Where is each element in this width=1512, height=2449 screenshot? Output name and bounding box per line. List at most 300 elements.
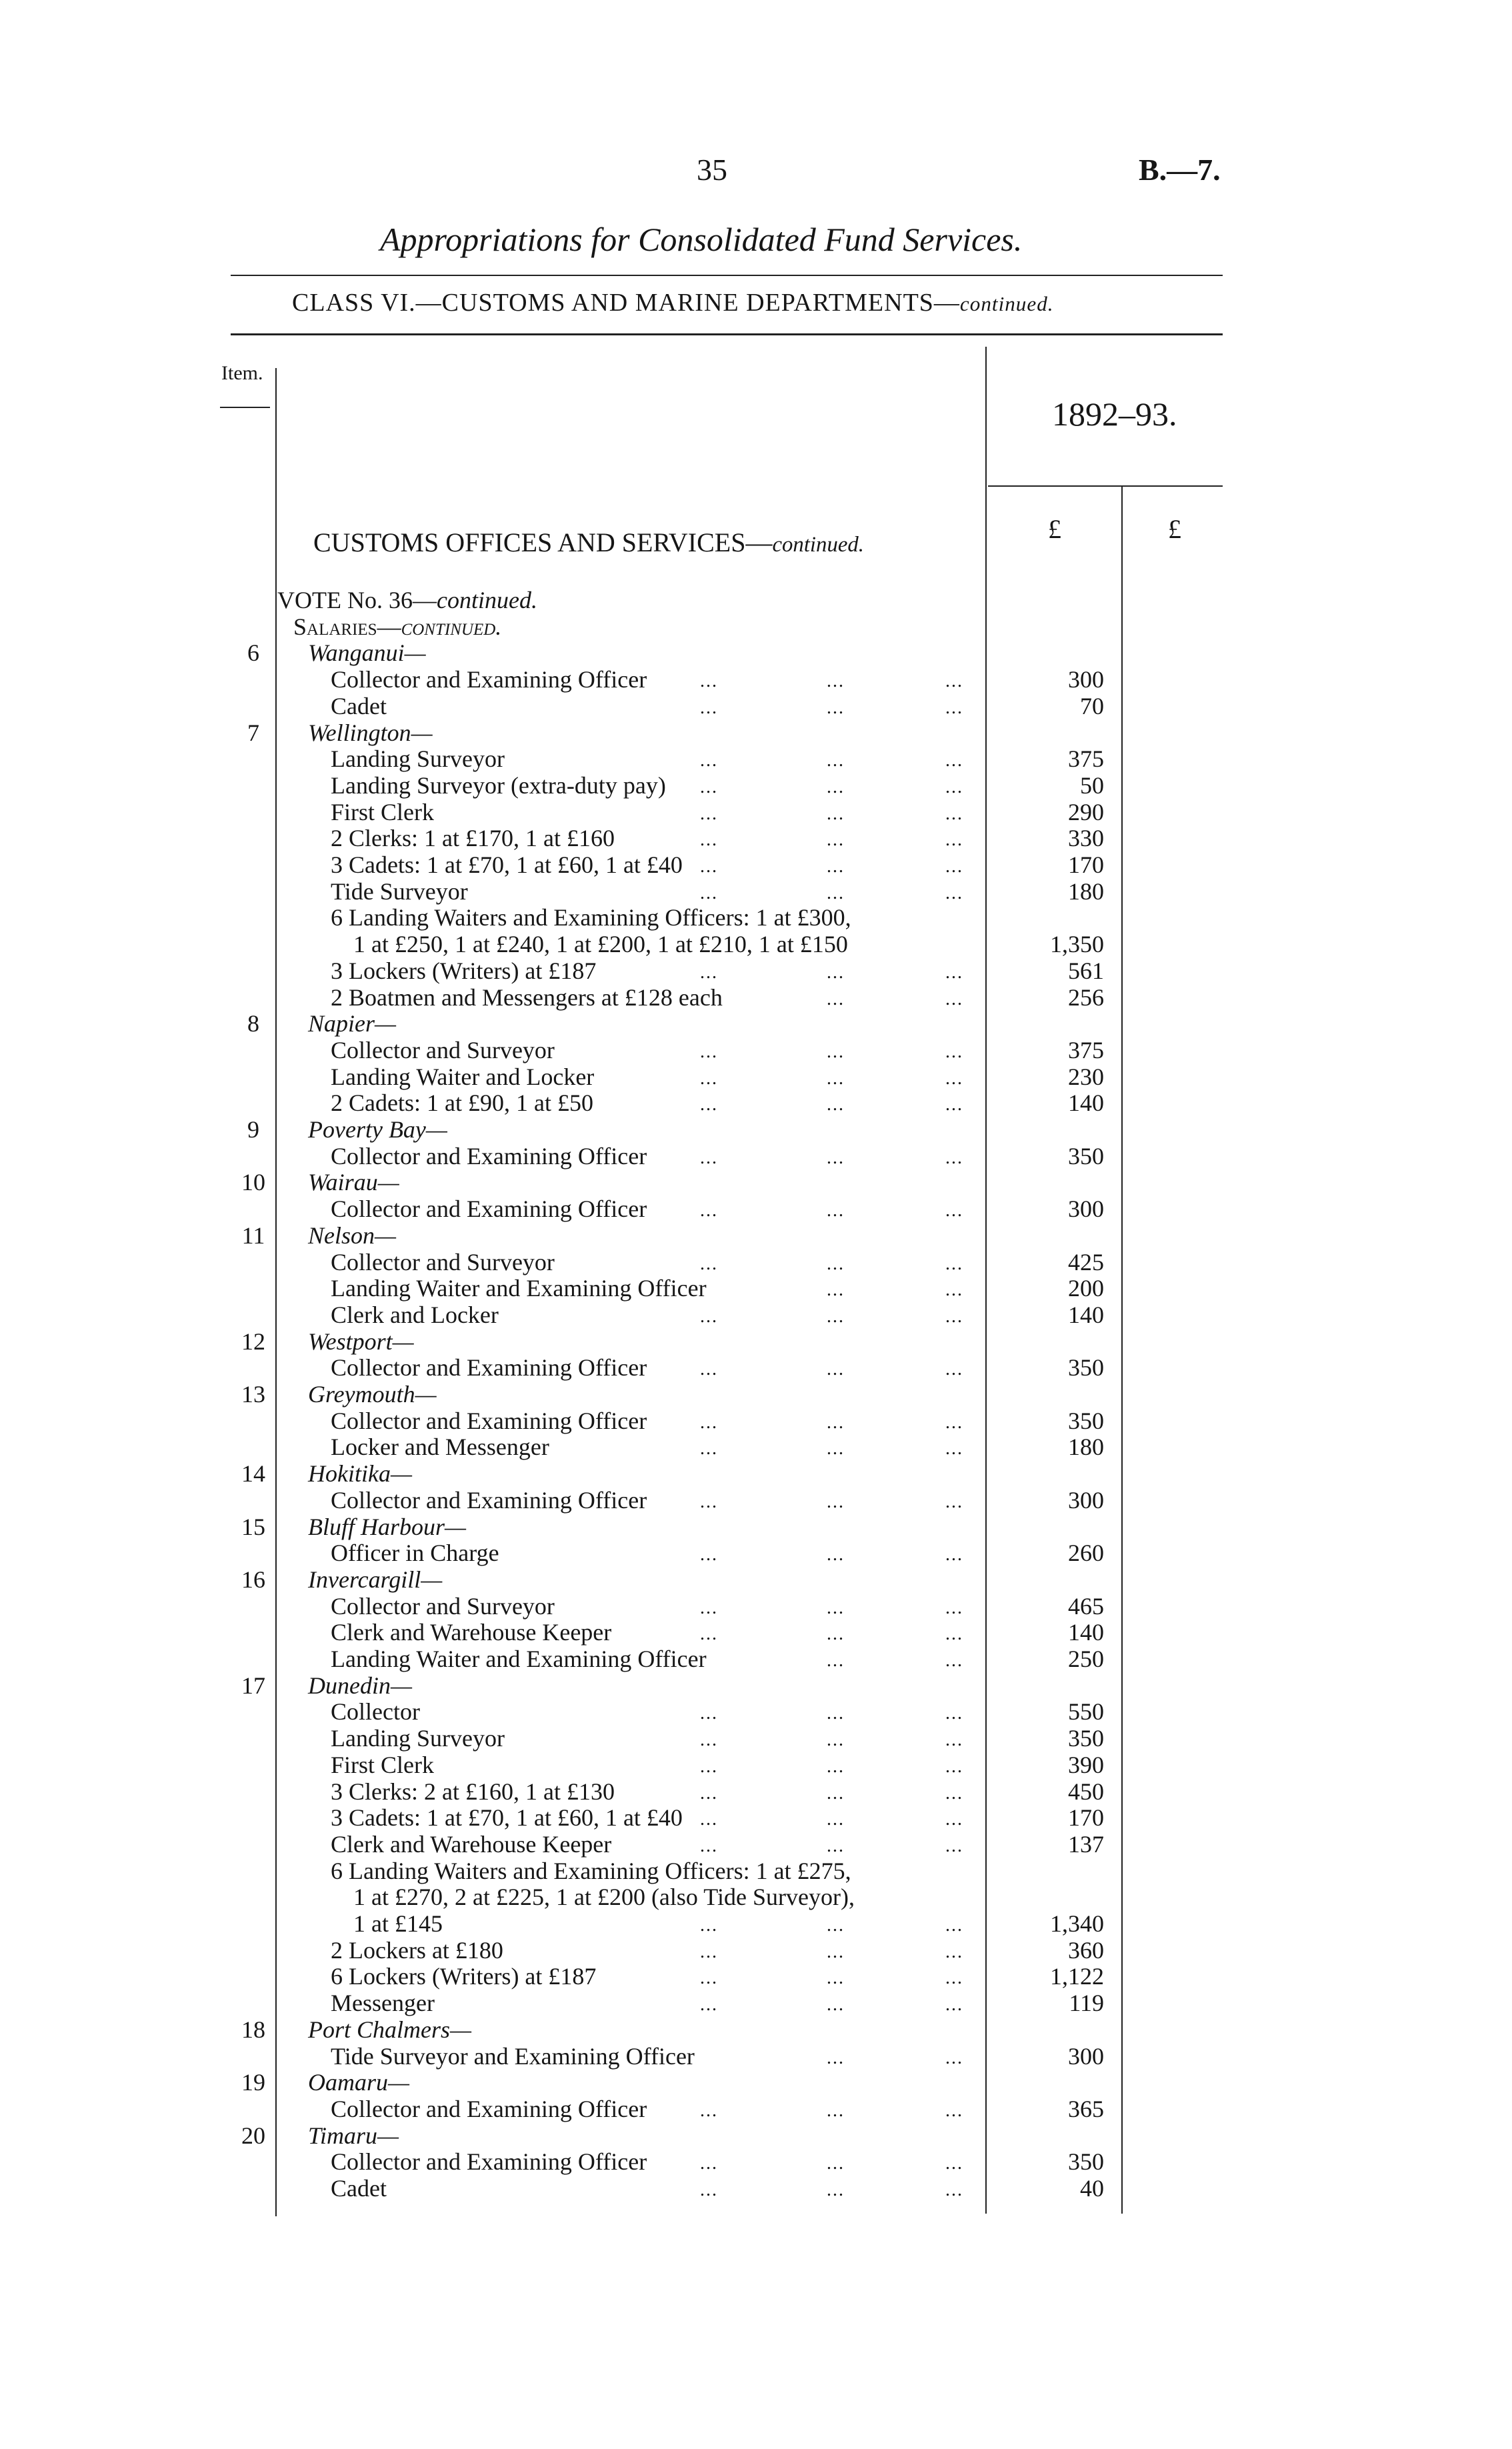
amount-value: 350	[1068, 1142, 1104, 1169]
leader-dots: ...	[945, 750, 963, 771]
leader-dots: ...	[945, 1941, 963, 1962]
amount-value: 300	[1068, 1486, 1104, 1514]
row-description	[331, 1831, 611, 1858]
leader-dots: ...	[700, 671, 718, 692]
leader-dots: ...	[700, 1147, 718, 1168]
leader-dots: ...	[945, 1412, 963, 1433]
row-description	[331, 2175, 387, 2202]
leader-dots: ...	[945, 1835, 963, 1856]
leader-dots: ...	[945, 1306, 963, 1327]
description-text: Westport—	[308, 1328, 414, 1355]
leader-dots: ...	[700, 961, 718, 983]
table-row	[0, 1249, 1512, 1276]
leader-dots: ...	[827, 1359, 845, 1380]
leader-dots: ...	[700, 1067, 718, 1089]
leader-dots: ...	[827, 1438, 845, 1460]
leader-dots: ...	[827, 1703, 845, 1724]
row-description	[331, 1487, 647, 1514]
place-row	[0, 2016, 1512, 2043]
description-text: Officer in Charge	[331, 1540, 499, 1567]
table-row	[0, 1937, 1512, 1964]
row-description	[331, 1354, 647, 1381]
leader-dots: ...	[827, 1253, 845, 1274]
row-description	[331, 878, 468, 905]
place-name	[308, 2069, 409, 2096]
table-row	[0, 2148, 1512, 2175]
leader-dots: ...	[700, 1491, 718, 1512]
leader-dots: ...	[945, 2180, 963, 2200]
row-description	[331, 1858, 851, 1884]
place-name	[308, 1566, 442, 1593]
place-name	[308, 2016, 471, 2043]
description-text: First Clerk	[331, 1751, 435, 1778]
description-text: 1 at £270, 2 at £225, 1 at £200 (also Tide Surveyor),	[353, 1884, 855, 1911]
table-row	[0, 666, 1512, 693]
row-description	[331, 2043, 695, 2070]
leader-dots: ...	[945, 1703, 963, 1724]
amount-value: 140	[1068, 1301, 1104, 1328]
description-text: 6 Lockers (Writers) at £187	[331, 1963, 597, 1990]
place-row	[0, 1566, 1512, 1593]
leader-dots: ...	[827, 1624, 845, 1645]
leader-dots: ...	[945, 1809, 963, 1830]
leader-dots: ...	[945, 1650, 963, 1671]
table-row	[0, 984, 1512, 1011]
row-description	[331, 957, 596, 984]
leader-dots: ...	[827, 1491, 845, 1512]
row-description	[331, 2148, 647, 2175]
row-description	[331, 1037, 555, 1063]
item-number: 8	[247, 1010, 259, 1037]
amount-value: 365	[1068, 2095, 1104, 2122]
place-row	[0, 1672, 1512, 1699]
row-description	[331, 745, 505, 772]
table-row	[0, 1302, 1512, 1328]
table-row	[0, 1698, 1512, 1725]
description-text: Hokitika—	[308, 1460, 412, 1488]
description-text: Collector and Surveyor	[331, 1248, 555, 1276]
class-heading	[292, 288, 1054, 317]
amount-value: 450	[1068, 1778, 1104, 1805]
description-text: Napier—	[308, 1010, 397, 1037]
leader-dots: ...	[827, 1994, 845, 2016]
row-description	[331, 1302, 499, 1328]
leader-dots: ...	[700, 1915, 718, 1936]
description-text: Poverty Bay—	[308, 1116, 447, 1143]
description-text: Collector and Examining Officer	[331, 1195, 647, 1223]
amount-value: 140	[1068, 1619, 1104, 1646]
description-text: 2 Lockers at £180	[331, 1936, 503, 1964]
leader-dots: ...	[945, 882, 963, 903]
place-name	[308, 1514, 466, 1540]
table-row	[0, 693, 1512, 719]
description-text: Landing Surveyor	[331, 1725, 505, 1752]
amount-value: 350	[1068, 1354, 1104, 1382]
amount-value: 1,122	[1050, 1963, 1104, 1990]
leader-dots: ...	[700, 856, 718, 877]
description-text: Locker and Messenger	[331, 1434, 549, 1461]
leader-dots: ...	[700, 1359, 718, 1380]
row-description	[331, 904, 851, 931]
item-number: 11	[241, 1221, 265, 1249]
row-description	[331, 1434, 549, 1460]
place-name	[308, 1381, 437, 1408]
table-row	[0, 587, 1512, 613]
description-text: Collector and Examining Officer	[331, 666, 647, 693]
amount-value: 230	[1068, 1063, 1104, 1090]
leader-dots: ...	[945, 1200, 963, 1221]
amount-value: 350	[1068, 1407, 1104, 1434]
row-description	[331, 851, 683, 878]
place-row	[0, 1514, 1512, 1540]
leader-dots: ...	[700, 697, 718, 718]
leader-dots: ...	[945, 2047, 963, 2068]
place-row	[0, 1381, 1512, 1408]
leader-dots: ...	[827, 961, 845, 983]
place-row	[0, 2122, 1512, 2149]
amount-value: 70	[1080, 692, 1104, 719]
section-heading-main: CUSTOMS OFFICES AND SERVICES—	[313, 527, 773, 557]
row-description	[331, 1143, 647, 1169]
description-text: 3 Cadets: 1 at £70, 1 at £60, 1 at £40	[331, 851, 683, 878]
description-text: Collector and Examining Officer	[331, 1486, 647, 1514]
table-row	[0, 1593, 1512, 1620]
row-description	[331, 1778, 615, 1805]
leader-dots: ...	[700, 1809, 718, 1830]
leader-dots: ...	[827, 1147, 845, 1168]
row-description	[331, 1804, 683, 1831]
place-row	[0, 2069, 1512, 2096]
leader-dots: ...	[700, 1782, 718, 1804]
continued-suffix: continued.	[436, 587, 537, 613]
description-text: Messenger	[331, 1990, 435, 2017]
row-description	[331, 1646, 707, 1672]
description-text: 3 Clerks: 2 at £160, 1 at £130	[331, 1778, 615, 1805]
amount-value: 375	[1068, 745, 1104, 773]
page-number: 35	[697, 153, 727, 187]
table-row	[0, 1831, 1512, 1858]
description-text: Greymouth—	[308, 1381, 437, 1408]
description-text: Landing Waiter and Examining Officer	[331, 1275, 707, 1302]
place-row	[0, 1116, 1512, 1143]
amount-value: 170	[1068, 1804, 1104, 1832]
row-description	[331, 984, 723, 1011]
leader-dots: ...	[700, 1544, 718, 1566]
leader-dots: ...	[827, 2180, 845, 2200]
leader-dots: ...	[827, 1067, 845, 1089]
item-number: 7	[247, 719, 259, 746]
place-name	[308, 1672, 412, 1699]
description-text: 2 Boatmen and Messengers at £128 each	[331, 983, 723, 1011]
amount-value: 40	[1080, 2175, 1104, 2202]
table-row	[0, 1063, 1512, 1090]
amount-value: 390	[1068, 1751, 1104, 1778]
leader-dots: ...	[700, 1730, 718, 1751]
amount-value: 290	[1068, 798, 1104, 825]
table-row	[0, 1778, 1512, 1805]
leader-dots: ...	[827, 697, 845, 718]
description-text: 6 Landing Waiters and Examining Officers: 1 at £275,	[331, 1857, 851, 1884]
description-text: Collector and Surveyor	[331, 1592, 555, 1620]
table-row	[0, 2096, 1512, 2122]
place-name	[308, 719, 433, 746]
leader-dots: ...	[827, 1915, 845, 1936]
description-text: Tide Surveyor and Examining Officer	[331, 2042, 695, 2070]
row-description	[353, 931, 848, 957]
leader-dots: ...	[700, 1703, 718, 1724]
leader-dots: ...	[945, 1624, 963, 1645]
leader-dots: ...	[700, 1994, 718, 2016]
row-description	[277, 587, 537, 613]
continued-suffix: continued.	[401, 613, 502, 640]
description-text: 3 Lockers (Writers) at £187	[331, 957, 597, 984]
table-row	[0, 1725, 1512, 1752]
currency-symbol-1: £	[1048, 514, 1061, 544]
row-description	[331, 1963, 596, 1990]
leader-dots: ...	[700, 1041, 718, 1062]
table-row	[0, 2175, 1512, 2202]
table-row	[0, 931, 1512, 957]
item-number: 13	[241, 1381, 265, 1408]
table-row	[0, 745, 1512, 772]
place-row	[0, 1222, 1512, 1249]
item-number: 15	[241, 1513, 265, 1540]
item-number: 12	[241, 1328, 265, 1355]
leader-dots: ...	[945, 829, 963, 851]
description-text: Landing Waiter and Locker	[331, 1063, 595, 1090]
amount-value: 350	[1068, 1725, 1104, 1752]
description-text: Collector and Examining Officer	[331, 2095, 647, 2122]
leader-dots: ...	[827, 1544, 845, 1566]
amount-value: 119	[1069, 1990, 1104, 2017]
leader-dots: ...	[945, 803, 963, 824]
description-text: Dunedin—	[308, 1672, 412, 1699]
leader-dots: ...	[945, 1730, 963, 1751]
description-text: Salaries—	[293, 613, 401, 640]
class-heading-main: CLASS VI.—CUSTOMS AND MARINE DEPARTMENTS—	[292, 289, 960, 317]
leader-dots: ...	[827, 1968, 845, 1989]
leader-dots: ...	[945, 1756, 963, 1777]
leader-dots: ...	[827, 671, 845, 692]
page-heading: Appropriations for Consolidated Fund Services.	[380, 221, 1023, 258]
leader-dots: ...	[945, 1597, 963, 1618]
row-description	[331, 772, 666, 799]
place-name	[308, 2122, 399, 2149]
place-name	[308, 1116, 447, 1143]
table-row	[0, 904, 1512, 931]
description-text: Collector and Examining Officer	[331, 1354, 647, 1382]
leader-dots: ...	[700, 2153, 718, 2174]
description-text: VOTE No. 36—	[277, 587, 437, 613]
leader-dots: ...	[945, 1968, 963, 1989]
leader-dots: ...	[827, 2047, 845, 2068]
description-text: Wanganui—	[308, 639, 426, 667]
description-text: Wairau—	[308, 1169, 399, 1196]
row-description	[331, 1725, 505, 1752]
row-description	[331, 1990, 435, 2016]
row-description	[331, 693, 387, 719]
place-name	[308, 1010, 396, 1037]
amount-value: 1,350	[1050, 931, 1104, 958]
row-description	[331, 1408, 647, 1434]
leader-dots: ...	[827, 1650, 845, 1671]
place-name	[308, 1169, 399, 1195]
description-text: Clerk and Warehouse Keeper	[331, 1830, 612, 1858]
item-number: 14	[241, 1460, 265, 1488]
description-text: Landing Waiter and Examining Officer	[331, 1646, 707, 1672]
leader-dots: ...	[827, 1730, 845, 1751]
leader-dots: ...	[827, 1597, 845, 1618]
leader-dots: ...	[945, 1491, 963, 1512]
leader-dots: ...	[827, 882, 845, 903]
amount-value: 180	[1068, 1434, 1104, 1461]
leader-dots: ...	[945, 1094, 963, 1115]
amount-value: 300	[1068, 666, 1104, 693]
leader-dots: ...	[700, 882, 718, 903]
table-row	[0, 1089, 1512, 1116]
leader-dots: ...	[700, 1253, 718, 1274]
row-description	[353, 1910, 443, 1937]
leader-dots: ...	[700, 1438, 718, 1460]
leader-dots: ...	[827, 2100, 845, 2121]
description-text: Landing Surveyor	[331, 745, 505, 773]
leader-dots: ...	[700, 803, 718, 824]
document-reference: B.—7.	[1139, 153, 1221, 187]
table-row	[0, 1804, 1512, 1831]
section-heading	[313, 527, 864, 558]
item-number: 20	[241, 2122, 265, 2149]
table-row	[0, 1963, 1512, 1990]
place-row	[0, 1169, 1512, 1195]
description-text: Port Chalmers—	[308, 2016, 472, 2043]
description-text: Nelson—	[308, 1221, 397, 1249]
leader-dots: ...	[827, 1412, 845, 1433]
amount-value: 1,340	[1050, 1910, 1104, 1937]
description-text: Bluff Harbour—	[308, 1513, 467, 1540]
leader-dots: ...	[945, 671, 963, 692]
leader-dots: ...	[827, 776, 845, 797]
amount-value: 137	[1068, 1830, 1104, 1858]
description-text: 1 at £145	[353, 1910, 443, 1937]
description-text: Clerk and Warehouse Keeper	[331, 1619, 612, 1646]
amount-value: 561	[1068, 957, 1104, 984]
leader-dots: ...	[945, 1544, 963, 1566]
leader-dots: ...	[945, 1438, 963, 1460]
leader-dots: ...	[700, 1597, 718, 1618]
leader-dots: ...	[700, 1200, 718, 1221]
item-number: 18	[241, 2016, 265, 2043]
item-number: 16	[241, 1566, 265, 1593]
place-row	[0, 1010, 1512, 1037]
row-description	[331, 1540, 499, 1566]
place-row	[0, 719, 1512, 746]
leader-dots: ...	[945, 2100, 963, 2121]
description-text: Collector and Examining Officer	[331, 1407, 647, 1434]
table-row	[0, 1990, 1512, 2016]
leader-dots: ...	[945, 1782, 963, 1804]
class-heading-suffix: continued.	[959, 292, 1054, 315]
leader-dots: ...	[945, 1359, 963, 1380]
leader-dots: ...	[945, 961, 963, 983]
row-description	[331, 1698, 420, 1725]
description-text: Oamaru—	[308, 2069, 410, 2096]
description-text: 2 Clerks: 1 at £170, 1 at £160	[331, 825, 615, 852]
row-description	[331, 799, 434, 825]
leader-dots: ...	[827, 1306, 845, 1327]
amount-value: 50	[1080, 771, 1104, 799]
table-row	[0, 1646, 1512, 1672]
description-text: First Clerk	[331, 798, 435, 825]
year-underline	[988, 485, 1223, 487]
amount-value: 350	[1068, 2148, 1104, 2176]
amount-value: 300	[1068, 2042, 1104, 2070]
description-text: Invercargill—	[308, 1566, 443, 1593]
leader-dots: ...	[827, 1280, 845, 1301]
leader-dots: ...	[945, 1280, 963, 1301]
description-text: Wellington—	[308, 719, 433, 746]
leader-dots: ...	[827, 1094, 845, 1115]
leader-dots: ...	[827, 988, 845, 1009]
description-text: Cadet	[331, 2175, 387, 2202]
row-description	[331, 2096, 647, 2122]
description-text: Cadet	[331, 692, 387, 719]
place-row	[0, 639, 1512, 666]
item-number: 17	[241, 1672, 265, 1699]
header-rule	[231, 333, 1223, 335]
item-column-header: Item.	[221, 362, 263, 384]
leader-dots: ...	[700, 1624, 718, 1645]
table-row	[0, 772, 1512, 799]
amount-value: 375	[1068, 1036, 1104, 1063]
leader-dots: ...	[700, 1968, 718, 1989]
row-description	[331, 1619, 611, 1646]
amount-value: 465	[1068, 1592, 1104, 1620]
leader-dots: ...	[700, 1094, 718, 1115]
row-description	[331, 1593, 555, 1620]
item-number: 10	[241, 1169, 265, 1196]
amount-value: 550	[1068, 1698, 1104, 1726]
table-row	[0, 613, 1512, 640]
table-row	[0, 1195, 1512, 1222]
amount-value: 360	[1068, 1936, 1104, 1964]
leader-dots: ...	[827, 1782, 845, 1804]
leader-dots: ...	[945, 1915, 963, 1936]
item-number: 6	[247, 639, 259, 667]
table-row	[0, 1540, 1512, 1566]
table-row	[0, 2043, 1512, 2070]
place-name	[308, 639, 426, 666]
leader-dots: ...	[827, 750, 845, 771]
description-text: 1 at £250, 1 at £240, 1 at £200, 1 at £210, 1 at £150	[353, 931, 848, 958]
row-description	[331, 1937, 503, 1964]
row-description	[331, 1249, 555, 1276]
leader-dots: ...	[827, 1941, 845, 1962]
amount-value: 256	[1068, 983, 1104, 1011]
leader-dots: ...	[945, 1994, 963, 2016]
amount-value: 250	[1068, 1646, 1104, 1672]
amount-value: 300	[1068, 1195, 1104, 1223]
amount-value: 330	[1068, 825, 1104, 852]
description-text: 6 Landing Waiters and Examining Officers: 1 at £300,	[331, 904, 851, 931]
leader-dots: ...	[945, 1253, 963, 1274]
leader-dots: ...	[827, 1756, 845, 1777]
place-name	[308, 1328, 414, 1355]
row-description	[331, 666, 647, 693]
row-description	[331, 1063, 594, 1090]
description-text: 3 Cadets: 1 at £70, 1 at £60, 1 at £40	[331, 1804, 683, 1832]
amount-value: 180	[1068, 877, 1104, 905]
section-heading-suffix: continued.	[772, 533, 864, 557]
